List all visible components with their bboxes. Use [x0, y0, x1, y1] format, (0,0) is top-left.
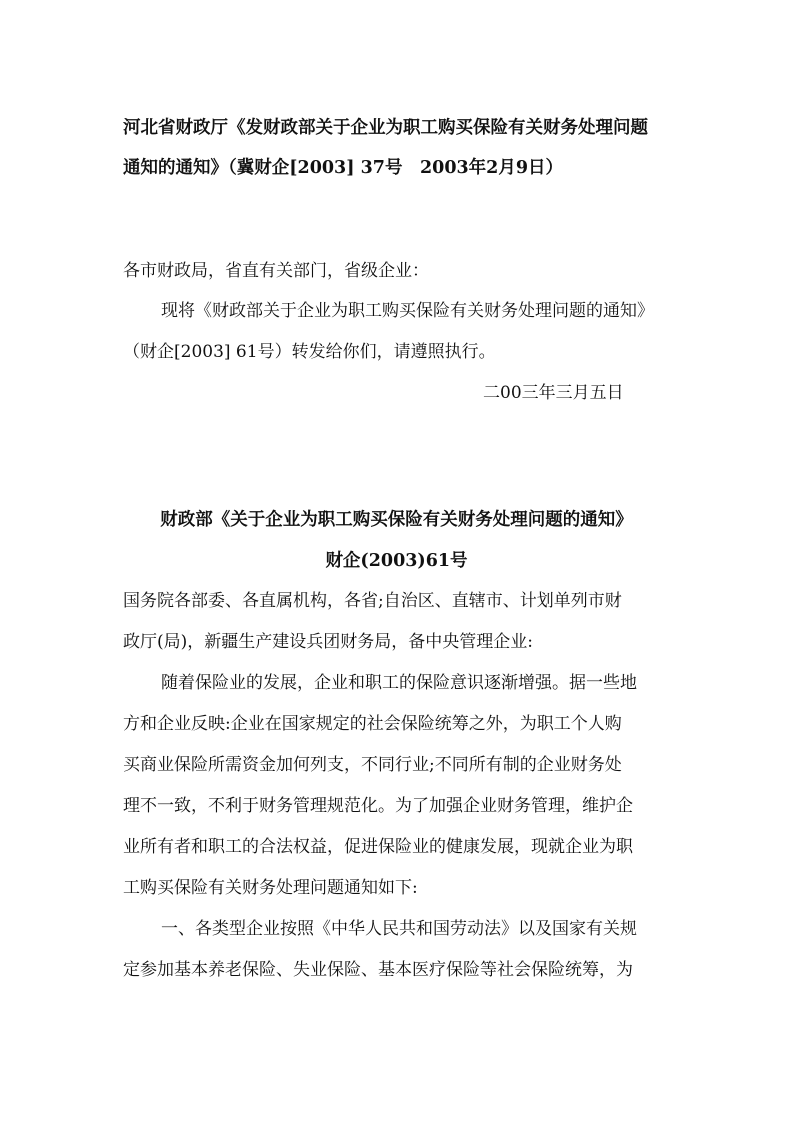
doc2-para1-line-1: 随着保险业的发展，企业和职工的保险意识逐渐增强。据一些地 — [161, 673, 637, 693]
doc1-date: 二00三年三月五日 — [483, 383, 624, 403]
doc2-address-line-1: 国务院各部委、各直属机构，各省;自治区、直辖市、计划单列市财 — [123, 591, 622, 611]
doc1-body-line-1: 现将《财政部关于企业为职工购买保险有关财务处理问题的通知》 — [161, 301, 654, 321]
doc2-doc-number: 财企(2003)61号 — [325, 551, 468, 571]
doc1-title-line-2: 通知的通知》（冀财企[2003] 37号 2003年2月9日） — [123, 158, 564, 178]
doc2-para1-line-2: 方和企业反映:企业在国家规定的社会保险统筹之外，为职工个人购 — [123, 714, 622, 734]
doc1-title-line-1: 河北省财政厅《发财政部关于企业为职工购买保险有关财务处理问题 — [123, 118, 648, 138]
doc2-para1-line-4: 理不一致，不利于财务管理规范化。为了加强企业财务管理，维护企 — [123, 796, 633, 816]
doc2-address-line-2: 政厅(局)，新疆生产建设兵团财务局，备中央管理企业: — [123, 632, 533, 652]
doc1-salutation: 各市财政局，省直有关部门，省级企业： — [123, 261, 429, 281]
doc1-body-line-2: （财企[2003] 61号）转发给你们，请遵照执行。 — [123, 342, 496, 362]
doc2-para2-line-1: 一、各类型企业按照《中华人民共和国劳动法》以及国家有关规 — [161, 919, 637, 939]
doc2-title: 财政部《关于企业为职工购买保险有关财务处理问题的通知》 — [160, 510, 633, 530]
doc2-para1-line-5: 业所有者和职工的合法权益，促进保险业的健康发展，现就企业为职 — [123, 837, 633, 857]
doc2-para1-line-6: 工购买保险有关财务处理问题通知如下: — [123, 878, 418, 898]
doc2-para2-line-2: 定参加基本养老保险、失业保险、基本医疗保险等社会保险统筹，为 — [123, 960, 633, 980]
doc2-para1-line-3: 买商业保险所需资金加何列支，不同行业;不同所有制的企业财务处 — [123, 755, 622, 775]
